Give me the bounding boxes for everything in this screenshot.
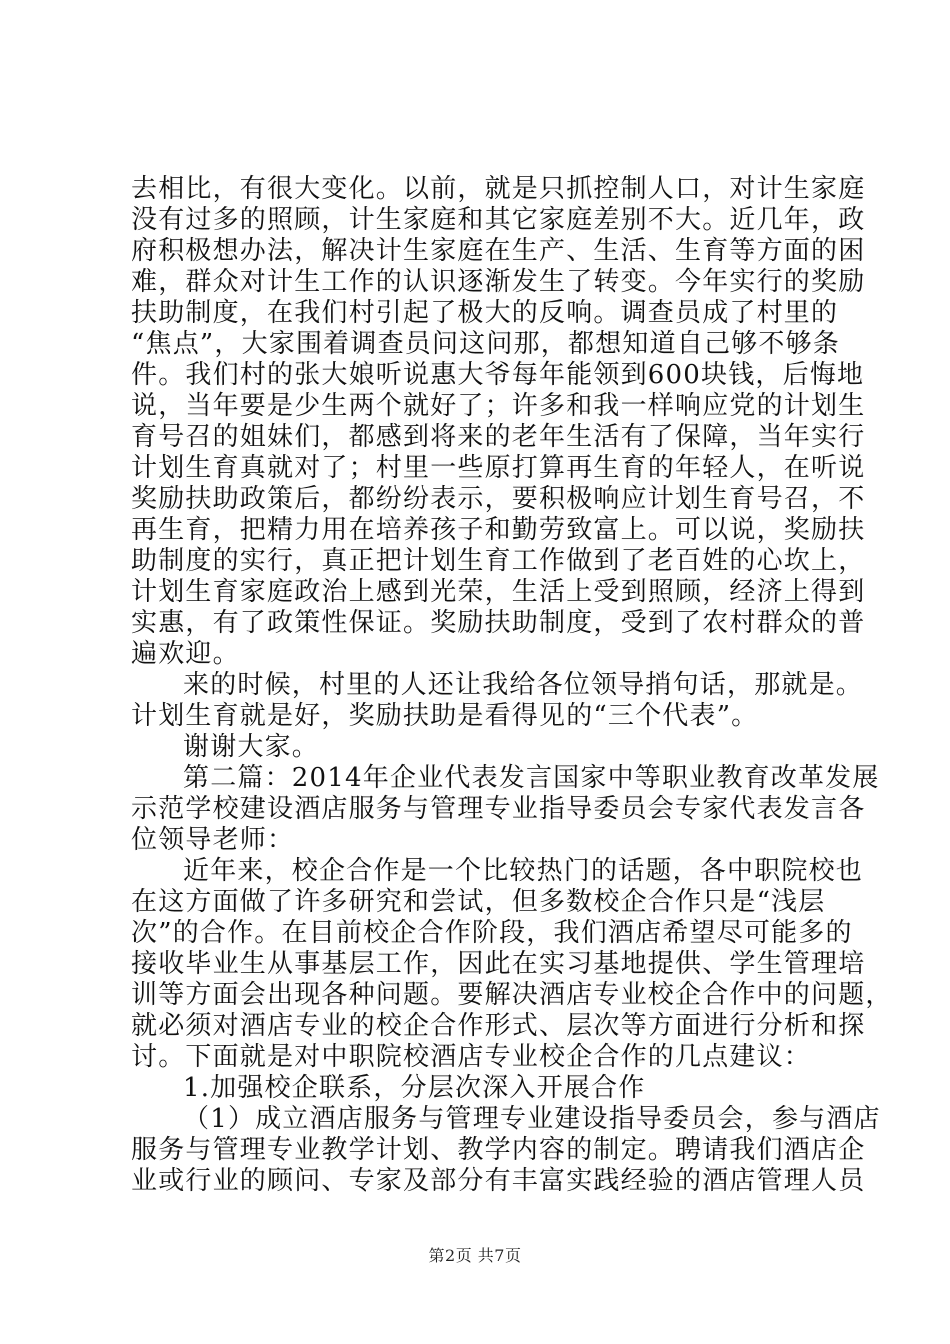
text-line: 服务与管理专业教学计划、教学内容的制定。聘请我们酒店企 <box>131 1135 866 1165</box>
text-line: 难，群众对计生工作的认识逐渐发生了转变。今年实行的奖励 <box>131 267 866 297</box>
text-line: 在这方面做了许多研究和尝试，但多数校企合作只是“浅层 <box>131 887 826 917</box>
text-line: 件。我们村的张大娘听说惠大爷每年能领到600块钱，后悔地 <box>131 360 865 390</box>
text-line: 扶助制度，在我们村引起了极大的反响。调查员成了村里的 <box>131 298 839 328</box>
text-line: 实惠，有了政策性保证。奖励扶助制度，受到了农村群众的普 <box>131 608 866 638</box>
text-line: 去相比，有很大变化。以前，就是只抓控制人口，对计生家庭 <box>131 174 866 204</box>
text-line: 讨。下面就是对中职院校酒店专业校企合作的几点建议： <box>131 1042 812 1072</box>
text-line: 1.加强校企联系，分层次深入开展合作 <box>183 1073 646 1103</box>
text-line: 业或行业的顾问、专家及部分有丰富实践经验的酒店管理人员 <box>131 1166 866 1196</box>
text-line: 第二篇：2014年企业代表发言国家中等职业教育改革发展 <box>183 763 880 793</box>
text-line: 训等方面会出现各种问题。要解决酒店专业校企合作中的问题， <box>131 980 893 1010</box>
text-line: 计划生育真就对了；村里一些原打算再生育的年轻人，在听说 <box>131 453 866 483</box>
text-line: 育号召的姐妹们，都感到将来的老年生活有了保障，当年实行 <box>131 422 866 452</box>
text-line: 遍欢迎。 <box>131 639 240 669</box>
page-footer: 第2页 共7页 <box>428 1246 522 1265</box>
text-line: 计划生育就是好，奖励扶助是看得见的“三个代表”。 <box>131 701 759 731</box>
text-line: 谢谢大家。 <box>183 732 320 762</box>
text-line: 没有过多的照顾，计生家庭和其它家庭差别不大。近几年，政 <box>131 205 866 235</box>
text-line: 府积极想办法，解决计生家庭在生产、生活、生育等方面的困 <box>131 236 866 266</box>
text-line: 计划生育家庭政治上感到光荣，生活上受到照顾，经济上得到 <box>131 577 866 607</box>
text-line: 就必须对酒店专业的校企合作形式、层次等方面进行分析和探 <box>131 1011 866 1041</box>
text-line: “焦点”，大家围着调查员问这问那，都想知道自己够不够条 <box>131 329 840 359</box>
text-line: 接收毕业生从事基层工作，因此在实习基地提供、学生管理培 <box>131 949 866 979</box>
document-body <box>131 174 893 1197</box>
text-line: 奖励扶助政策后，都纷纷表示，要积极响应计划生育号召，不 <box>131 484 866 514</box>
text-line: 说，当年要是少生两个就好了；许多和我一样响应党的计划生 <box>131 391 866 421</box>
text-line: 助制度的实行，真正把计划生育工作做到了老百姓的心坎上， <box>131 546 866 576</box>
text-line: 次”的合作。在目前校企合作阶段，我们酒店希望尽可能多的 <box>131 918 853 948</box>
text-line: 来的时候，村里的人还让我给各位领导捎句话，那就是。 <box>183 670 864 700</box>
text-line: 位领导老师： <box>131 825 295 855</box>
text-line: 近年来，校企合作是一个比较热门的话题，各中职院校也 <box>183 856 864 886</box>
text-line: 示范学校建设酒店服务与管理专业指导委员会专家代表发言各 <box>131 794 866 824</box>
text-line: （1）成立酒店服务与管理专业建设指导委员会，参与酒店 <box>183 1104 881 1134</box>
text-line: 再生育，把精力用在培养孩子和勤劳致富上。可以说，奖励扶 <box>131 515 866 545</box>
